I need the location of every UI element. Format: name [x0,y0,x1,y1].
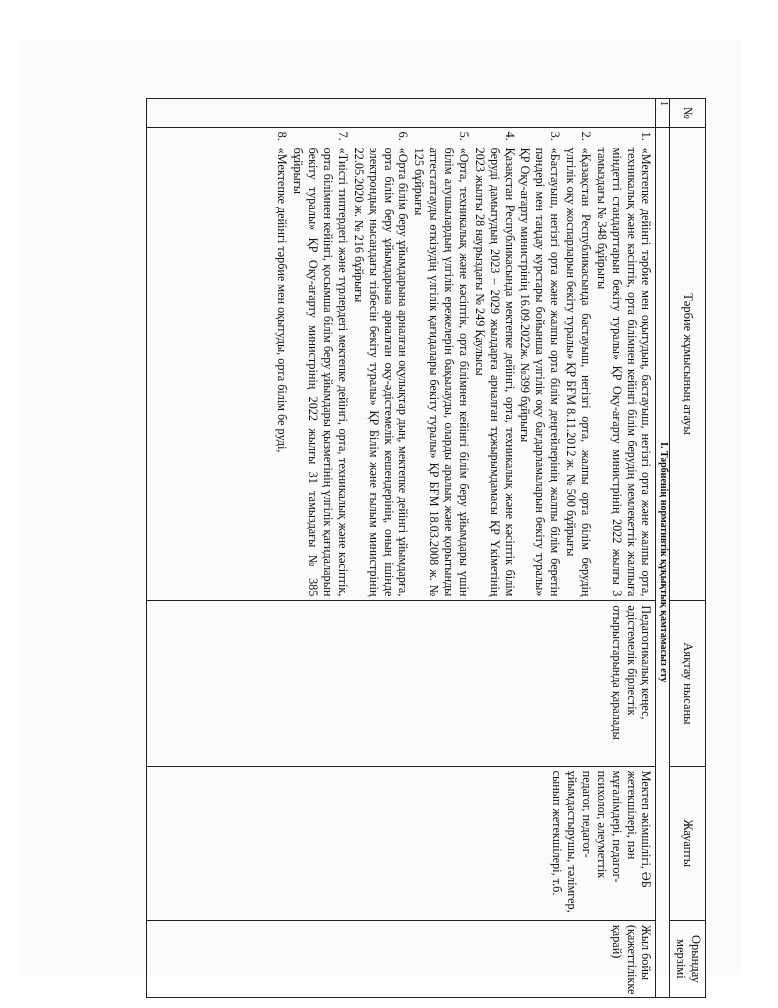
header-num: № [670,99,706,128]
item-number: 7. [336,131,350,141]
item-text: «Бастауыш, негізгі орта және жалпы орта білім деңгейлерінің жалпы білім беретін пәндері мен таңдау курстары бойынша үлгілік оқу бағдарламаларын бекіту туралы» ҚР Оқу-ағарту министрінің 16.09.2022ж. №399 бұйрығы [518,147,563,597]
list-item [291,132,351,597]
list-item [563,132,593,597]
item-number: 3. [548,131,563,141]
header-name: Тәрбие жұмысының атауы [670,127,706,601]
item-number: 2. [579,131,593,141]
item-number: 4. [502,131,517,141]
section-label: I. [658,442,670,449]
list-item [472,132,517,597]
item-text: Қазақстан Республикасында мектепке дейінгі, орта, техникалық және кәсіптік білім беруді дамытудың 2023 – 2029 жылдарға арналған тұжырымдамасы ҚР Үкіметінің 2023 жылғы 28 наурыздағы № 249 Қаулысы [472,147,517,597]
item-number: 8. [275,131,290,141]
item-number: 5. [457,131,471,141]
item-text: «Орта білім беру ұйымдарына арналған оқулықтар дың, мектепке дейінгі ұйымдарға, орта білім беру ұйымдарына арналған оқу-әдістемелік кешендерінің, оның ішінде электрондық нысандағы тізбесін бекіту туралы» ҚР Білім және ғылым министрінің 22.05.2020 ж. № 216 бұйрығы [351,147,411,597]
items-list [275,132,654,597]
item-text: «Орта, техникалық және кәсіптік, орта білімнен кейінгі білім беру ұйымдары үшін білім алушылардың үлгілік ережелерін бақылауды, оларды аралық және қорытынды аттестаттауды өткізудің үлгілік қағидалары бекіту туралы» ҚР БҒМ 18.03.2008 ж. № 125 бұйрығы [412,147,471,597]
table-header-row [670,99,706,998]
item-text: «Мектепке дейінгі тәрбие мен оқытуды, орта білім бе руді, [275,147,290,453]
list-item [351,132,411,597]
item-number: 1. [639,131,654,141]
table-row [147,99,657,998]
responsible-cell: Мектеп әкімшілігі, ӘБ жетекшілері, пән мұғалімдері, педагог-психолог, әлеуметтік педагог, педагог-ұйымдастырушы, тәлімгер, сынып жетекшілері, т.б. [147,766,657,920]
time-cell: Жыл бойы (қажеттілікке қарай) [147,920,657,997]
list-item [594,132,654,597]
row-num-empty [147,99,657,128]
item-text: «Қазақстан Республикасында бастауыш, негізгі орта, жалпы орта білім берудің үлгілік оқу жоспарларын бекіту туралы» ҚР БҒМ 8.11.2012 ж. № 500 бұйрығы [564,147,593,597]
list-item [518,132,563,597]
list-item [275,132,290,597]
section-row [656,99,670,998]
rotated-table-wrapper [66,98,706,998]
plan-table [146,98,706,998]
item-number: 6. [396,131,411,141]
items-cell [147,127,657,601]
section-title: Тәрбиенің нормативтік құқықтық қамтамасыз ету [658,451,670,683]
item-text: «Мектепке дейінгі тәрбие мен оқытудың, бастауыш, негізгі орта және жалпы орта, техникалық және кәсіптік, орта білімнен кейінгі білім берудің мемлекеттік жалпыға міндетті стандарттарын бекіту туралы» ҚР Оқу-ағарту министрінің 2022 жылғы 3 тамыздағы № 348 бұйрығы [594,147,654,597]
list-item [412,132,472,597]
section-number: 1 [656,99,670,128]
header-resp: Жауапты [670,766,706,920]
form-cell: Педагогикалық кеңес, әдістемелік бірлестік отырыстарында қаралады [147,601,657,766]
header-form: Аяқтау нысаны [670,601,706,766]
item-text: «Тиісті типтердегі және түрлердегі мектепке дейінгі, орта, техникалық және кәсіптік, орта білімнен кейінгі, қосымша білім беру ұйымдары қызметінің үлгілік қағидаларын бекіту туралы» ҚР Оқу-ағарту министрінің 2022 жылғы 31 тамыздағы № 385 бұйрығы [291,147,350,597]
header-time: Орындау мерзімі [670,920,706,997]
section-title-cell [656,127,670,997]
document-page [20,40,742,995]
